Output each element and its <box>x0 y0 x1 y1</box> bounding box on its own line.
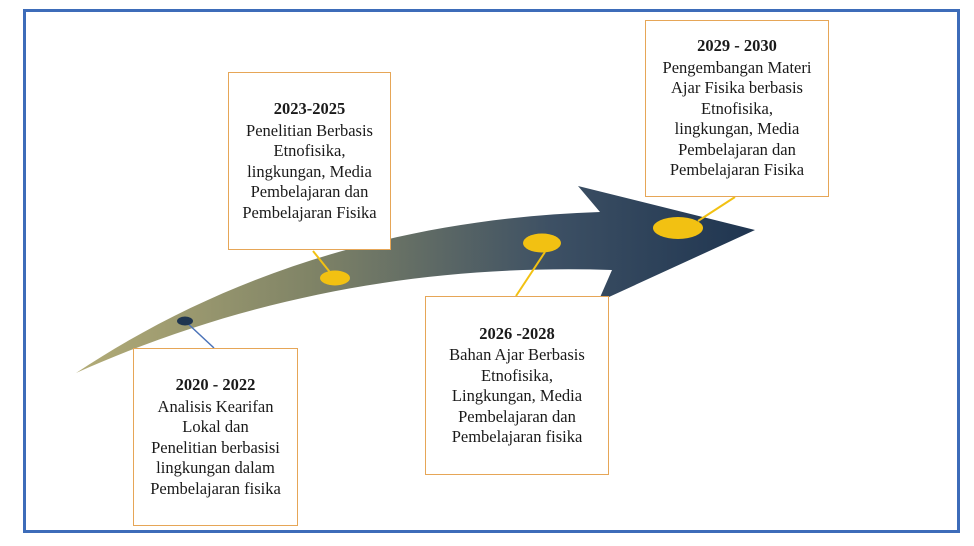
connector-2029 <box>698 197 735 221</box>
milestone-years: 2029 - 2030 <box>697 36 777 56</box>
milestone-text: Penelitian Berbasis Etnofisika, lingkungan, Media Pembelajaran dan Pembelajaran Fisika <box>242 120 377 222</box>
milestone-box-2023 <box>228 72 391 250</box>
milestone-marker-2029 <box>653 217 703 239</box>
milestone-text: Pengembangan Materi Ajar Fisika berbasis Etnofisika, lingkungan, Media Pembelajaran dan Pembelajaran Fisika <box>662 57 812 180</box>
milestone-box-2020 <box>133 348 298 526</box>
milestone-years: 2023-2025 <box>273 99 346 118</box>
milestone-text: Bahan Ajar Berbasis Etnofisika, Lingkungan, Media Pembelajaran dan Pembelajaran fisika <box>449 345 585 446</box>
milestone-box-2026 <box>425 296 609 475</box>
milestone-text: Analisis Kearifan Lokal dan Penelitian berbasisi lingkungan dalam Pembelajaran fisika <box>150 396 281 498</box>
milestone-marker-2020 <box>177 317 193 326</box>
milestone-years: 2020 - 2022 <box>175 375 256 394</box>
milestone-box-2029 <box>645 20 829 197</box>
timeline-arrow <box>76 186 755 373</box>
milestone-marker-2026 <box>523 234 561 253</box>
milestone-marker-2023 <box>320 271 350 286</box>
milestone-years: 2026 -2028 <box>479 323 555 343</box>
